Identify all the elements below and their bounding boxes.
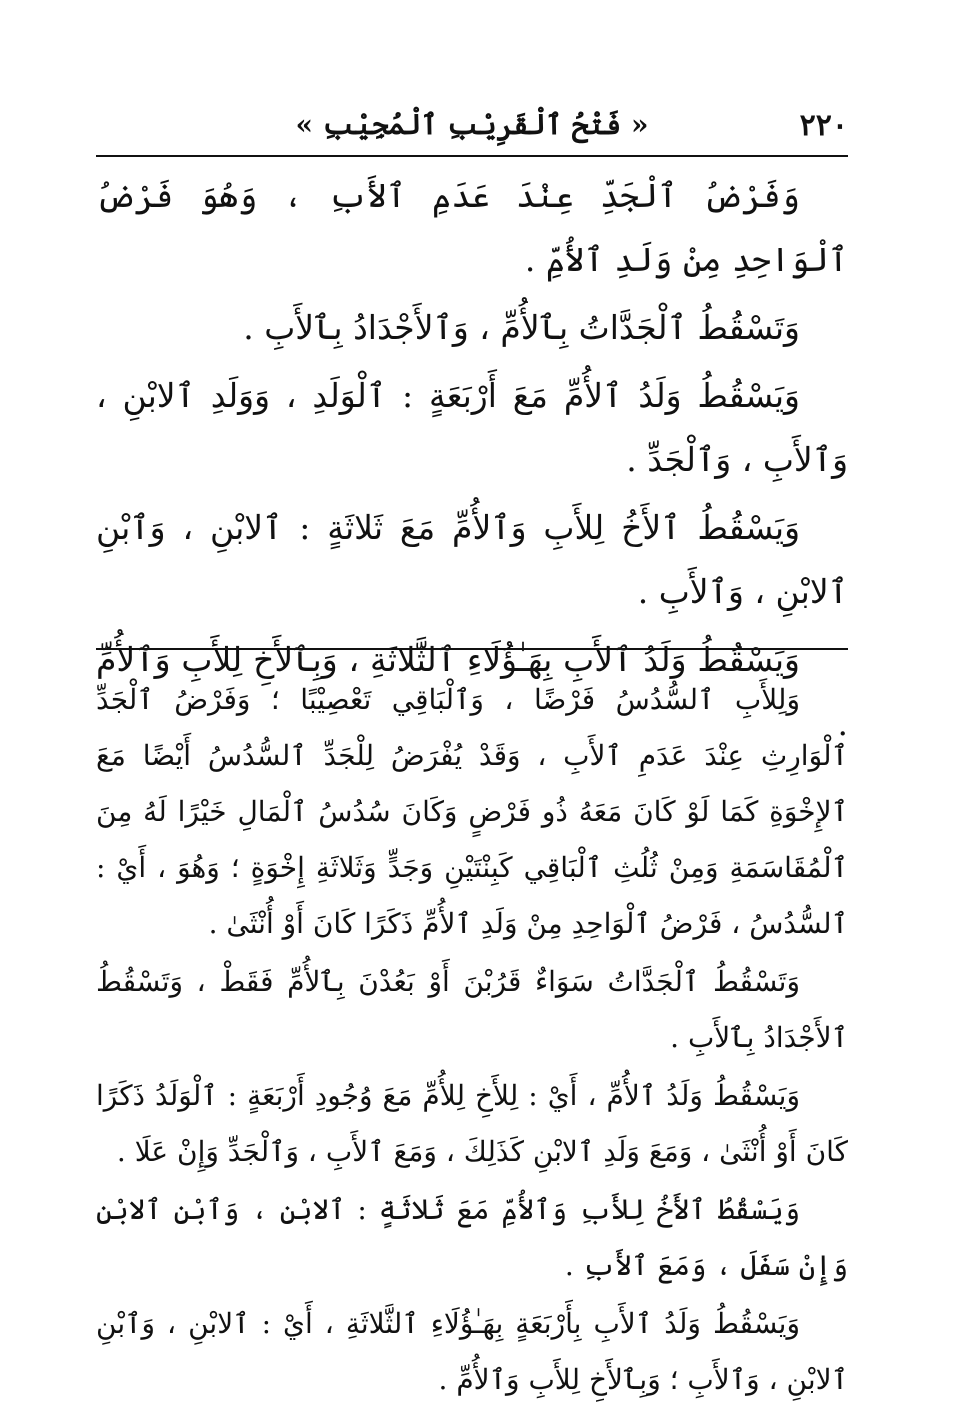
matn-text bbox=[96, 164, 848, 756]
sharh-paragraph: وَلِلأَبِ ٱلسُّدُسُ فَرْضًا ، وَٱلْبَاقِي تَعْصِيْبًا ؛ وَفَرْضُ ٱلْجَدِّ ٱلْوَارِثِ عِنْدَ عَدَمِ ٱلأَبِ ، وَقَدْ يُفْرَضُ لِلْجَدِّ ٱلسُّدُسُ أَيْضًا مَعَ ٱلإِخْوَةِ كَمَا لَوْ كَانَ مَعَهُ ذُو فَرْضٍ وَكَانَ سُدُسُ ٱلْمَالِ خَيْرًا لَهُ مِنَ ٱلْمُقَاسَمَةِ وَمِنْ ثُلُثِ ٱلْبَاقِي كَبِنْتَيْنِ وَجَدٍّ وَثَلاثَةِ إِخْوَةٍ ؛ وَهُوَ ، أَيْ : ٱلسُّدُسُ ، فَرْضُ ٱلْوَاحِدِ مِنْ وَلَدِ ٱلأُمِّ ذَكَرًا كَانَ أَوْ أُنْثَىٰ . bbox=[96, 683, 848, 940]
sharh-text bbox=[96, 672, 848, 1408]
page-header bbox=[96, 100, 848, 148]
sharh-paragraph: وَيَسْقُطُ ٱلأَخُ لِلأَبِ وَٱلأُمِّ مَعَ ثَلاثَةٍ : ٱلابْنِ ، وَٱبْنِ ٱلابْنِ وَإِنْ سَفَلَ ، وَمَعَ ٱلأَبِ . bbox=[96, 1193, 848, 1282]
sharh-paragraph: وَيَسْقُطُ وَلَدُ ٱلأَبِ بِأَرْبَعَةٍ بِهَـٰؤُلَاءِ ٱلثَّلاثَةِ ، أَيْ : ٱلابْنِ ، وَٱبْنِ ٱلابْنِ ، وَٱلأَبِ ؛ وَبِٱلأَخِ لِلأَبِ وَٱلأُمِّ . bbox=[96, 1307, 848, 1396]
matn-paragraph: وَيَسْقُطُ ٱلأَخُ لِلأَبِ وَٱلأُمِّ مَعَ ثَلاثَةٍ : ٱلابْنِ ، وَٱبْنِ ٱلابْنِ ، وَٱلأَبِ . bbox=[96, 508, 848, 611]
matn-paragraph: وَتَسْقُطُ ٱلْجَدَّاتُ بِٱلأُمِّ ، وَٱلأَجْدَادُ بِٱلأَبِ . bbox=[243, 308, 800, 347]
header-divider bbox=[96, 155, 848, 157]
sharh-paragraph: وَتَسْقُطُ ٱلْجَدَّاتُ سَوَاءٌ قَرُبْنَ أَوْ بَعُدْنَ بِٱلأُمِّ فَقَطْ ، وَتَسْقُطُ ٱلأَجْدَادُ بِٱلأَبِ . bbox=[96, 965, 848, 1054]
matn-paragraph: وَيَسْقُطُ وَلَدُ ٱلأَبِ بِهَـٰؤُلَاءِ ٱلثَّلاثَةِ ، وَبِٱلأَخِ لِلأَبِ وَٱلأُمِّ . bbox=[96, 640, 848, 743]
matn-paragraph: وَفَرْضُ ٱلْجَدِّ عِنْدَ عَدَمِ ٱلأَبِ ، وَهُوَ فَرْضُ ٱلْوَاحِدِ مِنْ وَلَدِ ٱلأُمِّ . bbox=[96, 176, 848, 279]
sharh-paragraph: وَيَسْقُطُ وَلَدُ ٱلأُمِّ ، أَيْ : لِلأَخِ لِلأُمِّ مَعَ وُجُودِ أَرْبَعَةٍ : ٱلْوَلَدُ ذَكَرًا كَانَ أَوْ أُنْثَىٰ ، وَمَعَ وَلَدِ ٱلابْنِ كَذَلِكَ ، وَمَعَ ٱلأَبِ ، وَٱلْجَدِّ وَإِنْ عَلَا . bbox=[96, 1079, 848, 1168]
matn-paragraph: وَيَسْقُطُ وَلَدُ ٱلأُمِّ مَعَ أَرْبَعَةٍ : ٱلْوَلَدِ ، وَوَلَدِ ٱلابْنِ ، وَٱلأَبِ ، وَٱلْجَدِّ . bbox=[96, 376, 848, 479]
running-title: « فَتْحُ ٱلْقَرِيْبِ ٱلْمُجِيْبِ » bbox=[295, 108, 649, 141]
matn-sharh-divider bbox=[96, 648, 848, 650]
page-number: ٢٢٠ bbox=[799, 108, 848, 143]
